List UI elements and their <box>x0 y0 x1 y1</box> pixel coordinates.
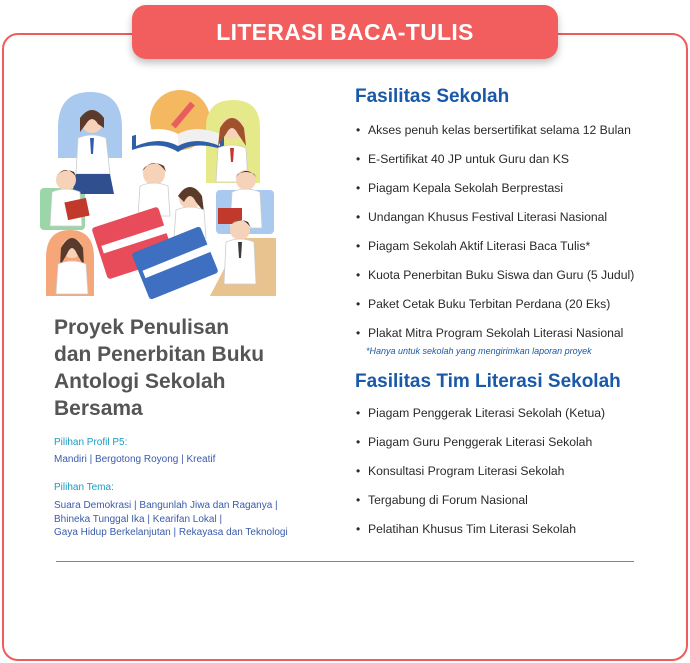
tema-values <box>54 499 288 540</box>
bullet-icon: • <box>356 297 361 311</box>
list-item-text: Piagam Sekolah Aktif Literasi Baca Tulis* <box>368 239 591 253</box>
list-item-text: Tergabung di Forum Nasional <box>368 493 528 507</box>
list-item <box>356 296 686 325</box>
fasilitas-tim-list <box>356 405 686 550</box>
list-item <box>356 267 686 296</box>
list-item-text: Pelatihan Khusus Tim Literasi Sekolah <box>368 522 576 536</box>
list-item-text: E-Sertifikat 40 JP untuk Guru dan KS <box>368 152 569 166</box>
bullet-icon: • <box>356 239 361 253</box>
bullet-icon: • <box>356 493 361 507</box>
students-illustration <box>40 88 280 300</box>
p5-label: Pilihan Profil P5: <box>54 437 128 448</box>
bullet-icon: • <box>356 123 361 137</box>
title-banner <box>132 5 558 59</box>
tema-line: Suara Demokrasi | Bangunlah Jiwa dan Raganya | <box>54 500 278 511</box>
list-item-text: Plakat Mitra Program Sekolah Literasi Nasional <box>368 326 624 340</box>
banner-title: LITERASI BACA-TULIS <box>216 18 474 45</box>
project-title <box>54 314 304 422</box>
list-item-text: Paket Cetak Buku Terbitan Perdana (20 Eks) <box>368 297 611 311</box>
list-item-text: Piagam Kepala Sekolah Berprestasi <box>368 181 564 195</box>
project-title-line: Bersama <box>54 397 143 420</box>
fasilitas-sekolah-heading: Fasilitas Sekolah <box>355 86 510 107</box>
tema-line: Bhineka Tunggal Ika | Kearifan Lokal | <box>54 513 223 525</box>
list-item <box>356 521 686 550</box>
bullet-icon: • <box>356 522 361 536</box>
list-item <box>356 151 686 180</box>
bullet-icon: • <box>356 326 361 340</box>
list-item <box>356 434 686 463</box>
bullet-icon: • <box>356 181 361 195</box>
list-item <box>356 463 686 492</box>
list-item-text: Akses penuh kelas bersertifikat selama 12 Bulan <box>368 123 631 137</box>
bullet-icon: • <box>356 152 361 166</box>
list-item <box>356 492 686 521</box>
list-item-text: Piagam Penggerak Literasi Sekolah (Ketua) <box>368 406 606 420</box>
bullet-icon: • <box>356 435 361 449</box>
bullet-icon: • <box>356 464 361 478</box>
tema-line: Gaya Hidup Berkelanjutan | Rekayasa dan Teknologi <box>54 527 288 538</box>
list-item <box>356 122 686 151</box>
tema-label: Pilihan Tema: <box>54 482 114 493</box>
list-item <box>356 209 686 238</box>
list-item <box>356 180 686 209</box>
bullet-icon: • <box>356 210 361 224</box>
footnote: *Hanya untuk sekolah yang mengirimkan laporan proyek <box>366 346 592 356</box>
fasilitas-sekolah-list <box>356 122 686 354</box>
list-item-text: Undangan Khusus Festival Literasi Nasional <box>368 210 608 224</box>
bullet-icon: • <box>356 406 361 420</box>
list-item-text: Piagam Guru Penggerak Literasi Sekolah <box>368 435 593 449</box>
list-item-text: Konsultasi Program Literasi Sekolah <box>368 464 565 478</box>
p5-values: Mandiri | Bergotong Royong | Kreatif <box>54 454 216 465</box>
project-title-line: Antologi Sekolah <box>54 370 226 393</box>
project-title-line: dan Penerbitan Buku <box>54 343 265 366</box>
divider <box>56 561 634 562</box>
bullet-icon: • <box>356 268 361 282</box>
fasilitas-tim-heading: Fasilitas Tim Literasi Sekolah <box>355 371 621 392</box>
list-item <box>356 405 686 434</box>
list-item-text: Kuota Penerbitan Buku Siswa dan Guru (5 Judul) <box>368 268 635 282</box>
list-item <box>356 238 686 267</box>
project-title-line: Proyek Penulisan <box>54 316 230 339</box>
